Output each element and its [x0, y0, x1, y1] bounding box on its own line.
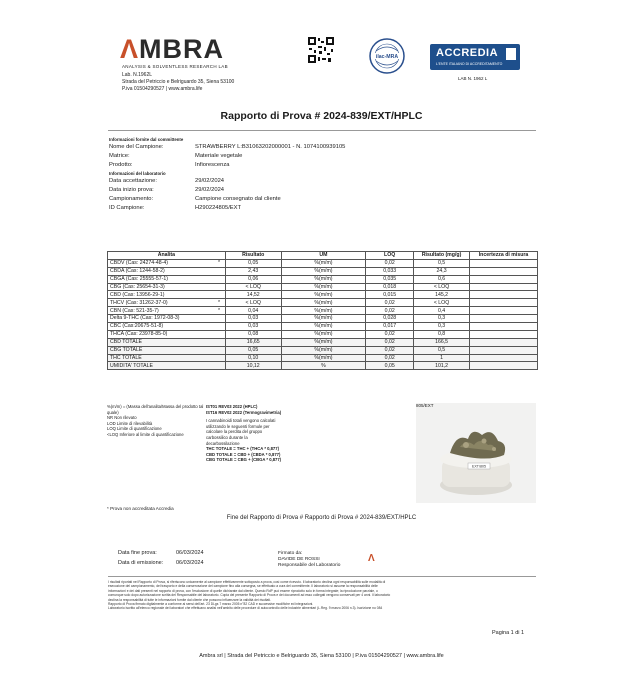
method-text: carbossilico durante la: [206, 434, 248, 440]
end-date-value: 06/03/2024: [176, 550, 204, 556]
info-row: [109, 195, 345, 204]
loq-cell: 0,035: [366, 275, 414, 283]
mg-cell: 166,5: [414, 338, 470, 346]
fine-print-line: comunque solo dopo autorizzazione scritta del Responsabile del laboratorio. Copia del presente Rapporto di Prova e dei documenti ad esso collegati vengono conservati per 4 anni. Il laboratorio: [108, 593, 391, 598]
unit-cell: %(m/m): [281, 338, 366, 346]
info-value: Campione consegnato dal cliente: [195, 196, 281, 202]
info-row: [109, 177, 345, 186]
issue-date-value: 06/03/2024: [176, 560, 204, 566]
col-loq: LOQ: [366, 252, 414, 260]
result-cell: 16,65: [225, 338, 281, 346]
marker-cell: *: [213, 299, 225, 307]
table-row: [108, 315, 538, 323]
loq-cell: 0,02: [366, 307, 414, 315]
col-um: UM: [281, 252, 366, 260]
loq-cell: 0,02: [366, 259, 414, 267]
result-cell: 0,03: [225, 315, 281, 323]
result-cell: 0,03: [225, 323, 281, 331]
uncertainty-cell: [470, 299, 538, 307]
loq-cell: 0,017: [366, 323, 414, 331]
mg-cell: 101,2: [414, 362, 470, 370]
mg-cell: 0,3: [414, 323, 470, 331]
units-legend: [107, 404, 207, 438]
signed-by-label: Firmato da:: [278, 551, 303, 556]
ambra-logo: [120, 36, 224, 63]
analyte-cell: THCA (Cas: 23978-85-0): [108, 330, 214, 338]
unit-cell: %: [281, 362, 366, 370]
result-cell: < LOQ: [225, 283, 281, 291]
fine-print-line: esecuzione del campionamento, del trasporto e della conservazione del campione fino alla consegna, se effettuato a cura del committente. Il laboratorio si assume la responsabilità delle: [108, 584, 378, 589]
marker-cell: [213, 267, 225, 275]
method-notes: [206, 404, 314, 463]
info-row: [109, 161, 345, 170]
formula: CBG TOTALE = CBG + (CBGA * 0,877): [206, 457, 282, 463]
loq-cell: 0,02: [366, 354, 414, 362]
lab-info-heading: Informazioni del laboratorio: [109, 171, 166, 176]
fine-print-line: Rapporto di Prova firmato digitalmente a conforme ai sensi dell'art. 23 DLgs 7 marzo 2005 n°82 CAD e successive modifiche ed integrazioni.: [108, 602, 314, 607]
report-title: Rapporto di Prova # 2024-839/EXT/HPLC: [220, 110, 423, 122]
issue-date-label: Data di emissione:: [118, 560, 164, 566]
sample-info: [109, 136, 345, 213]
mg-cell: 0,6: [414, 275, 470, 283]
uncertainty-cell: [470, 354, 538, 362]
legend-line: %(m/m) = (Massa dell'analita/Massa del prodotto tal quale): [107, 404, 204, 415]
signer-name: DAVIDE DE ROSSI: [278, 557, 320, 562]
unit-cell: %(m/m): [281, 307, 366, 315]
table-row: [108, 291, 538, 299]
loq-cell: 0,033: [366, 267, 414, 275]
report-dates: [118, 548, 204, 568]
analyte-cell: THC TOTALE: [108, 354, 214, 362]
info-key: Campionamento:: [109, 196, 154, 202]
mg-cell: < LOQ: [414, 283, 470, 291]
unit-cell: %(m/m): [281, 346, 366, 354]
method-ref: IST16 REV02 2022 (Termogravimetria): [206, 409, 282, 415]
method-text: utilizzando le seguenti formule per: [206, 423, 270, 429]
unit-cell: %(m/m): [281, 315, 366, 323]
photo-tag: EXT/805: [472, 464, 486, 469]
unit-cell: %(m/m): [281, 354, 366, 362]
info-key: Nome del Campione:: [109, 144, 164, 150]
italy-map-icon: [506, 48, 516, 60]
divider: [108, 130, 536, 131]
analyte-cell: CBD TOTALE: [108, 338, 214, 346]
fine-print-line: informazioni e dei dati presenti nel rapporto di prova, con l'esclusione di quelle dichiarate dal cliente. Questo RdP può essere riprodotto solo in forma integrale; la riproduzione parziale, o: [108, 588, 378, 593]
info-row: [109, 152, 345, 161]
info-key: Prodotto:: [109, 162, 133, 168]
info-value: Infiorescenza: [195, 162, 230, 168]
mg-cell: < LOQ: [414, 299, 470, 307]
logo-subtitle: ANALYSIS & SOLVENTLESS RESEARCH LAB: [122, 64, 228, 69]
unit-cell: %(m/m): [281, 259, 366, 267]
info-value: Materiale vegetale: [195, 153, 243, 159]
analyte-cell: Delta 9-THC (Cas: 1972-08-3): [108, 315, 214, 323]
unit-cell: %(m/m): [281, 291, 366, 299]
accredia-title: ACCREDIA: [436, 47, 499, 59]
unit-cell: %(m/m): [281, 267, 366, 275]
lab-street: Strada del Petriccio e Belriguardo 35, Siena 53100: [122, 79, 235, 85]
mg-cell: 0,5: [414, 346, 470, 354]
table-row: [108, 307, 538, 315]
loq-cell: 0,02: [366, 299, 414, 307]
table-row: [108, 346, 538, 354]
page-number: Pagina 1 di 1: [492, 630, 525, 636]
accredia-subtitle: L'ENTE ITALIANO DI ACCREDITAMENTO: [436, 62, 503, 66]
marker-cell: [213, 346, 225, 354]
signature-block: [278, 551, 340, 569]
logo-text: MBRA: [139, 34, 225, 64]
uncertainty-cell: [470, 330, 538, 338]
ilac-label: ilac-MRA: [375, 54, 399, 60]
marker-cell: [213, 315, 225, 323]
table-row: [108, 299, 538, 307]
result-cell: 0,05: [225, 259, 281, 267]
result-cell: 0,10: [225, 354, 281, 362]
marker-cell: [213, 283, 225, 291]
unit-cell: %(m/m): [281, 330, 366, 338]
loq-cell: 0,02: [366, 330, 414, 338]
ilac-emblem-icon: [368, 37, 406, 75]
marker-cell: [213, 338, 225, 346]
marker-cell: *: [213, 259, 225, 267]
info-value: 29/02/2024: [195, 187, 225, 193]
result-cell: 10,12: [225, 362, 281, 370]
info-row: [109, 204, 345, 213]
divider: [108, 576, 536, 577]
info-key: Matrice:: [109, 153, 130, 159]
method-text: I cannabinoidi totali vengono calcolati: [206, 418, 276, 424]
table-row: [108, 323, 538, 331]
analyte-cell: CBG (Cas: 25654-31-3): [108, 283, 214, 291]
qr-code-icon: [307, 36, 335, 64]
uncertainty-cell: [470, 323, 538, 331]
info-value: H290224805/EXT: [195, 205, 242, 211]
table-row: [108, 354, 538, 362]
formula: THC TOTALE = THC + (THCA * 0,877): [206, 446, 279, 452]
analyte-cell: CBN (Cas: 521-35-7): [108, 307, 214, 315]
method-ref: IST01 REV03 2022 (HPLC): [206, 404, 258, 409]
photo-label: 805/EXT: [416, 403, 434, 408]
lab-number: Lab. N.1962L: [122, 72, 153, 78]
unit-cell: %(m/m): [281, 323, 366, 331]
logo-mark: Λ: [120, 34, 140, 64]
analyte-cell: CBC (Cas:20675-51-8): [108, 323, 214, 331]
fine-print-line: declina la responsabilità di tutte le informazioni fornite dal cliente che possono influenzare la validità dei risultati.: [108, 597, 271, 602]
analyte-cell: THCV (Cas: 31262-37-0): [108, 299, 214, 307]
col-risultato: Risultato: [225, 252, 281, 260]
loq-cell: 0,02: [366, 338, 414, 346]
table-row: [108, 283, 538, 291]
loq-cell: 0,05: [366, 362, 414, 370]
mg-cell: 1: [414, 354, 470, 362]
mg-cell: 0,4: [414, 307, 470, 315]
marker-cell: [213, 323, 225, 331]
fine-print-line: I risultati riportati nel Rapporto di Prova, si riferiscono unicamente al campione effettivamente sottoposto a prova, così come ricevuto. Il laboratorio declina ogni responsabilità sulle modalità di: [108, 580, 386, 584]
results-table: [107, 251, 538, 370]
table-row: [108, 275, 538, 283]
legend-line: LOD Limite di rilevabilità: [107, 420, 153, 426]
accredia-lab-number: LAB N. 1962 L: [458, 76, 488, 81]
fine-print: [108, 580, 536, 611]
result-cell: 0,04: [225, 307, 281, 315]
result-cell: 0,06: [225, 275, 281, 283]
result-cell: < LOQ: [225, 299, 281, 307]
legend-line: <LOQ Inferiore al limite di quantificazione: [107, 431, 184, 437]
uncertainty-cell: [470, 259, 538, 267]
col-incertezza: Incertezza di misura: [470, 252, 538, 260]
result-cell: 14,52: [225, 291, 281, 299]
unit-cell: %(m/m): [281, 299, 366, 307]
signer-role: Responsabile del Laboratorio: [278, 563, 341, 568]
result-cell: 0,05: [225, 346, 281, 354]
loq-cell: 0,028: [366, 315, 414, 323]
analyte-cell: CBGA (Cas: 25555-57-1): [108, 275, 214, 283]
lab-vat: P.iva 01504290527 | www.ambra.life: [122, 86, 203, 92]
result-cell: 2,43: [225, 267, 281, 275]
marker-cell: [213, 362, 225, 370]
end-date-label: Data fine prova:: [118, 550, 157, 556]
uncertainty-cell: [470, 275, 538, 283]
marker-cell: [213, 354, 225, 362]
marker-cell: [213, 330, 225, 338]
mg-cell: 24,3: [414, 267, 470, 275]
mg-cell: 0,8: [414, 330, 470, 338]
client-info-heading: Informazioni fornite dal committente: [109, 137, 184, 142]
mg-cell: 0,3: [414, 315, 470, 323]
uncertainty-cell: [470, 291, 538, 299]
analyte-cell: CBDV (Cas: 24274-48-4): [108, 259, 214, 267]
info-key: Data inizio prova:: [109, 187, 154, 193]
lab-address: [122, 72, 234, 93]
legend-line: NR Non rilevato: [107, 415, 137, 421]
table-row: [108, 267, 538, 275]
end-of-report: Fine del Rapporto di Prova # Rapporto di Prova # 2024-839/EXT/HPLC: [226, 515, 417, 521]
loq-cell: 0,015: [366, 291, 414, 299]
uncertainty-cell: [470, 307, 538, 315]
uncertainty-cell: [470, 338, 538, 346]
info-row: [109, 143, 345, 152]
page-footer: Ambra srl | Strada del Petriccio e Belriguardo 35, Siena 53100 | P.iva 01504290527 | www.ambra.life: [199, 653, 444, 659]
accreditation-note: * Prova non accreditata Accredia: [107, 506, 174, 511]
analyte-cell: UMIDITA' TOTALE: [108, 362, 214, 370]
unit-cell: %(m/m): [281, 283, 366, 291]
info-value: 29/02/2024: [195, 178, 225, 184]
ambra-mark-icon: Λ: [368, 553, 375, 564]
uncertainty-cell: [470, 267, 538, 275]
info-value: STRAWBERRY L:B31063202000001 - N. 1074100939105: [195, 144, 346, 150]
uncertainty-cell: [470, 283, 538, 291]
marker-cell: [213, 291, 225, 299]
uncertainty-cell: [470, 346, 538, 354]
ilac-mra-logo: [368, 37, 406, 75]
loq-cell: 0,02: [366, 346, 414, 354]
uncertainty-cell: [470, 362, 538, 370]
result-cell: 0,08: [225, 330, 281, 338]
analyte-cell: CBDA (Cas: 1244-58-2): [108, 267, 214, 275]
col-analita: Analita: [108, 252, 226, 260]
fine-print-line: Laboratorio iscritto all'elenco regionale dei laboratori che effettuano analisi nell'ambito delle procedure di autocontrollo delle industrie alimentari (L.Reg. 9 marzo 2006 n.3). Iscrizione no 084: [108, 606, 383, 611]
cannabis-bud-image: [416, 403, 536, 503]
analyte-cell: CBD (Cas: 13956-29-1): [108, 291, 214, 299]
table-row: [108, 362, 538, 370]
loq-cell: 0,018: [366, 283, 414, 291]
table-row: [108, 338, 538, 346]
legend-line: LOQ Limite di quantificazione: [107, 426, 162, 432]
info-key: ID Campione:: [109, 205, 145, 211]
formula: CBD TOTALE = CBD + (CBDA * 0,877): [206, 451, 281, 457]
method-text: calcolare la perdita del gruppo: [206, 429, 263, 435]
accredia-logo: [430, 44, 520, 70]
col-risultato-mg: Risultato (mg/g): [414, 252, 470, 260]
info-row: [109, 186, 345, 195]
unit-cell: %(m/m): [281, 275, 366, 283]
method-text: decarbossilazione: [206, 440, 240, 446]
table-row: [108, 330, 538, 338]
sample-photo: [416, 403, 536, 503]
marker-cell: *: [213, 307, 225, 315]
analyte-cell: CBG TOTALE: [108, 346, 214, 354]
mg-cell: 145,2: [414, 291, 470, 299]
marker-cell: [213, 275, 225, 283]
info-key: Data accettazione:: [109, 178, 158, 184]
uncertainty-cell: [470, 315, 538, 323]
table-row: [108, 259, 538, 267]
mg-cell: 0,5: [414, 259, 470, 267]
